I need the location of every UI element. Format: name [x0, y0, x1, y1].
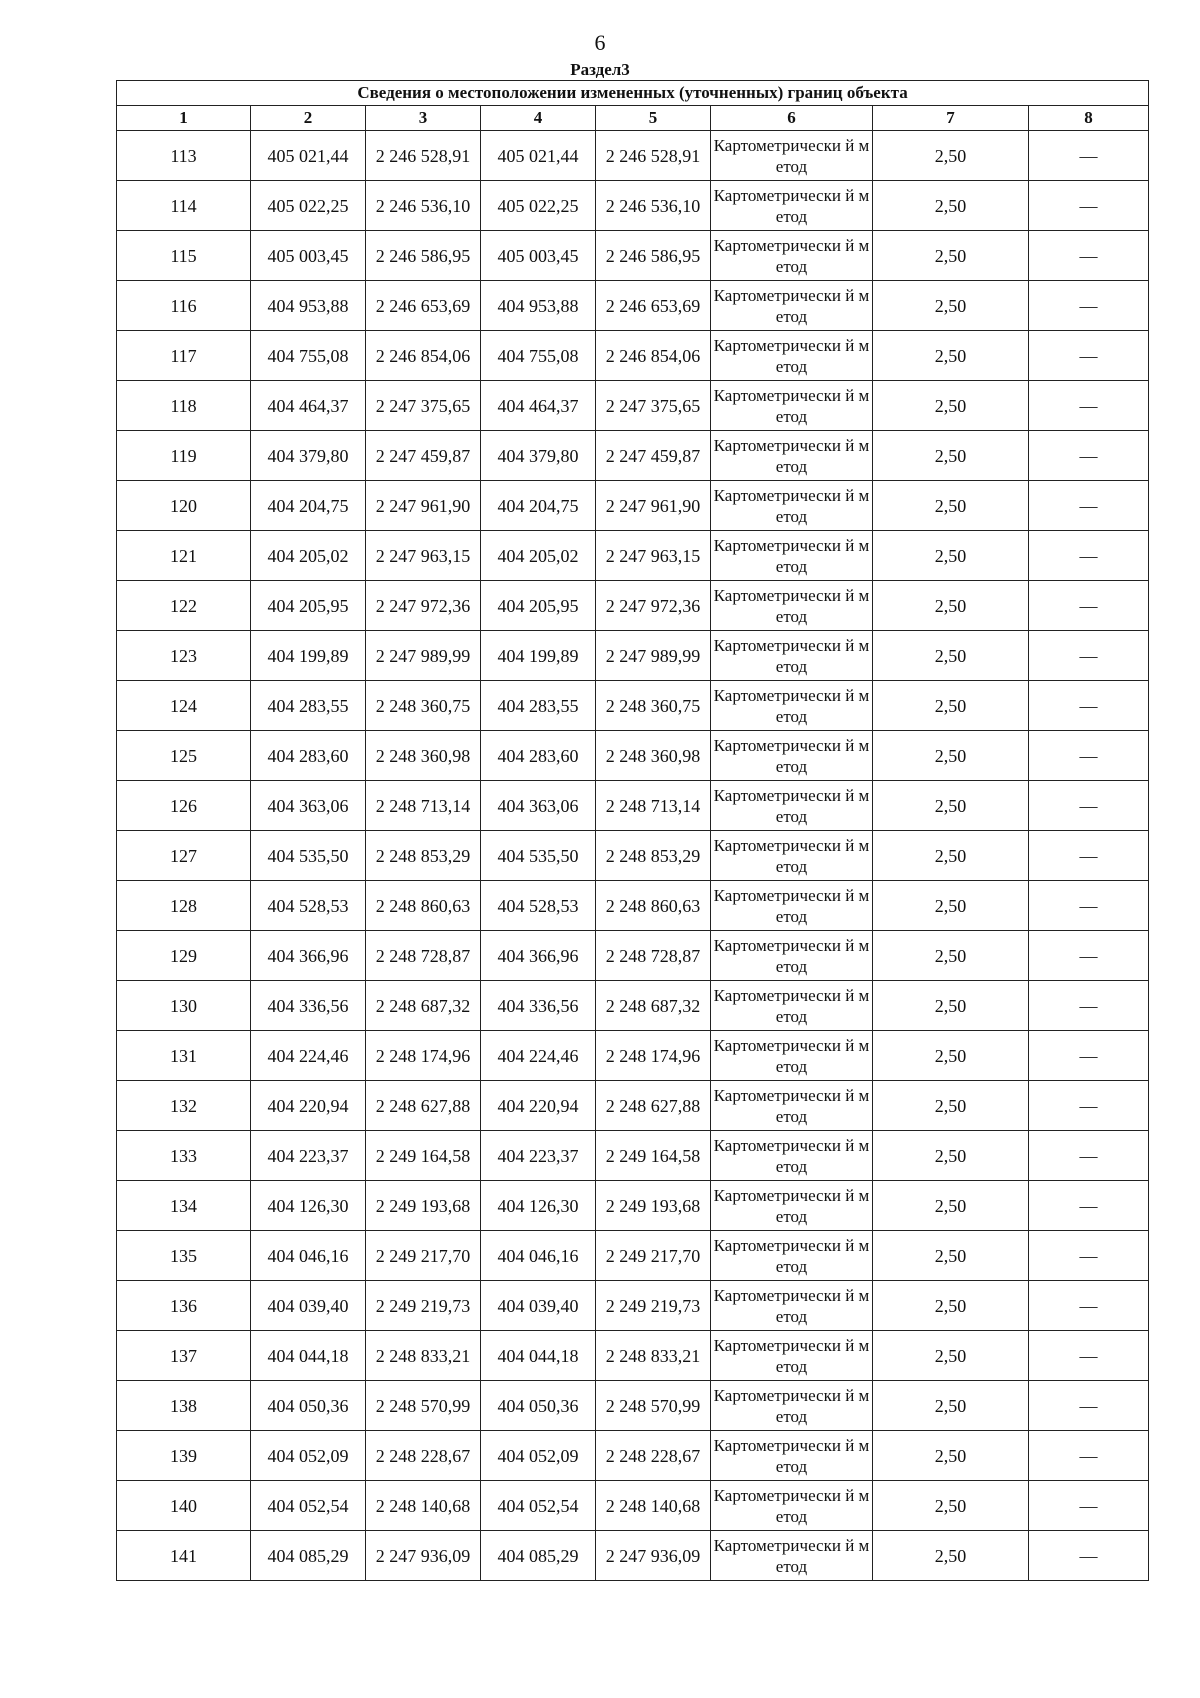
y-existing-cell: 2 248 860,63: [366, 881, 481, 931]
x-refined-cell: 404 379,80: [481, 431, 596, 481]
point-number-cell: 113: [117, 131, 251, 181]
table-row: [117, 381, 1149, 431]
point-number-cell: 135: [117, 1231, 251, 1281]
point-number-cell: 116: [117, 281, 251, 331]
point-number-cell: 130: [117, 981, 251, 1031]
x-refined-cell: 404 039,40: [481, 1281, 596, 1331]
method-cell: Картометрически й метод: [711, 731, 873, 781]
method-cell: Картометрически й метод: [711, 1531, 873, 1581]
x-existing-cell: 404 379,80: [251, 431, 366, 481]
table-row: [117, 931, 1149, 981]
column-header: 4: [481, 106, 596, 131]
x-refined-cell: 404 336,56: [481, 981, 596, 1031]
x-refined-cell: 405 021,44: [481, 131, 596, 181]
x-existing-cell: 404 336,56: [251, 981, 366, 1031]
method-cell: Картометрически й метод: [711, 831, 873, 881]
x-refined-cell: 404 220,94: [481, 1081, 596, 1131]
point-number-cell: 125: [117, 731, 251, 781]
y-existing-cell: 2 248 570,99: [366, 1381, 481, 1431]
table-row: [117, 531, 1149, 581]
table-row: [117, 1231, 1149, 1281]
y-refined-cell: 2 247 459,87: [596, 431, 711, 481]
section-title: Раздел3: [570, 60, 630, 79]
table-row: [117, 881, 1149, 931]
accuracy-cell: 2,50: [873, 631, 1029, 681]
x-existing-cell: 404 220,94: [251, 1081, 366, 1131]
x-refined-cell: 404 224,46: [481, 1031, 596, 1081]
x-refined-cell: 405 003,45: [481, 231, 596, 281]
x-existing-cell: 404 953,88: [251, 281, 366, 331]
x-refined-cell: 404 044,18: [481, 1331, 596, 1381]
x-existing-cell: 404 044,18: [251, 1331, 366, 1381]
y-refined-cell: 2 246 528,91: [596, 131, 711, 181]
page-number: 6: [594, 30, 606, 55]
method-cell: Картометрически й метод: [711, 631, 873, 681]
column-header: 5: [596, 106, 711, 131]
y-existing-cell: 2 248 174,96: [366, 1031, 481, 1081]
x-refined-cell: 404 528,53: [481, 881, 596, 931]
x-refined-cell: 404 205,95: [481, 581, 596, 631]
x-refined-cell: 404 283,55: [481, 681, 596, 731]
accuracy-cell: 2,50: [873, 1531, 1029, 1581]
table-row: [117, 1181, 1149, 1231]
y-refined-cell: 2 248 728,87: [596, 931, 711, 981]
y-refined-cell: 2 248 570,99: [596, 1381, 711, 1431]
table-row: [117, 131, 1149, 181]
point-number-cell: 136: [117, 1281, 251, 1331]
method-cell: Картометрически й метод: [711, 881, 873, 931]
y-refined-cell: 2 248 853,29: [596, 831, 711, 881]
point-number-cell: 134: [117, 1181, 251, 1231]
table-row: [117, 1131, 1149, 1181]
description-cell: —: [1029, 931, 1149, 981]
table-row: [117, 331, 1149, 381]
y-existing-cell: 2 247 459,87: [366, 431, 481, 481]
y-refined-cell: 2 248 687,32: [596, 981, 711, 1031]
y-existing-cell: 2 248 728,87: [366, 931, 481, 981]
y-refined-cell: 2 246 653,69: [596, 281, 711, 331]
accuracy-cell: 2,50: [873, 1281, 1029, 1331]
y-refined-cell: 2 249 164,58: [596, 1131, 711, 1181]
y-existing-cell: 2 247 936,09: [366, 1531, 481, 1581]
description-cell: —: [1029, 181, 1149, 231]
y-existing-cell: 2 246 528,91: [366, 131, 481, 181]
x-refined-cell: 404 046,16: [481, 1231, 596, 1281]
method-cell: Картометрически й метод: [711, 181, 873, 231]
y-refined-cell: 2 247 963,15: [596, 531, 711, 581]
point-number-cell: 122: [117, 581, 251, 631]
method-cell: Картометрически й метод: [711, 281, 873, 331]
method-cell: Картометрически й метод: [711, 1381, 873, 1431]
y-refined-cell: 2 246 586,95: [596, 231, 711, 281]
y-refined-cell: 2 246 536,10: [596, 181, 711, 231]
x-existing-cell: 404 464,37: [251, 381, 366, 431]
point-number-cell: 118: [117, 381, 251, 431]
point-number-cell: 119: [117, 431, 251, 481]
description-cell: —: [1029, 1381, 1149, 1431]
y-refined-cell: 2 248 140,68: [596, 1481, 711, 1531]
table-row: [117, 231, 1149, 281]
description-cell: —: [1029, 881, 1149, 931]
table-row: [117, 581, 1149, 631]
x-existing-cell: 404 126,30: [251, 1181, 366, 1231]
point-number-cell: 129: [117, 931, 251, 981]
x-refined-cell: 405 022,25: [481, 181, 596, 231]
y-refined-cell: 2 247 961,90: [596, 481, 711, 531]
point-number-cell: 123: [117, 631, 251, 681]
x-refined-cell: 404 535,50: [481, 831, 596, 881]
y-existing-cell: 2 247 375,65: [366, 381, 481, 431]
y-refined-cell: 2 248 360,75: [596, 681, 711, 731]
description-cell: —: [1029, 281, 1149, 331]
table-caption-row: [117, 81, 1149, 106]
x-existing-cell: 404 052,54: [251, 1481, 366, 1531]
x-existing-cell: 405 003,45: [251, 231, 366, 281]
table-row: [117, 831, 1149, 881]
x-refined-cell: 404 283,60: [481, 731, 596, 781]
description-cell: —: [1029, 381, 1149, 431]
table-header-row: [117, 106, 1149, 131]
method-cell: Картометрически й метод: [711, 431, 873, 481]
x-existing-cell: 404 363,06: [251, 781, 366, 831]
table-row: [117, 1381, 1149, 1431]
point-number-cell: 115: [117, 231, 251, 281]
x-refined-cell: 404 204,75: [481, 481, 596, 531]
point-number-cell: 132: [117, 1081, 251, 1131]
x-existing-cell: 404 085,29: [251, 1531, 366, 1581]
x-existing-cell: 404 755,08: [251, 331, 366, 381]
method-cell: Картометрически й метод: [711, 381, 873, 431]
table-row: [117, 1531, 1149, 1581]
column-header: 6: [711, 106, 873, 131]
table-row: [117, 681, 1149, 731]
point-number-cell: 133: [117, 1131, 251, 1181]
accuracy-cell: 2,50: [873, 1131, 1029, 1181]
description-cell: —: [1029, 1331, 1149, 1381]
table-row: [117, 781, 1149, 831]
point-number-cell: 114: [117, 181, 251, 231]
x-existing-cell: 404 046,16: [251, 1231, 366, 1281]
description-cell: —: [1029, 1481, 1149, 1531]
column-header: 3: [366, 106, 481, 131]
table-row: [117, 431, 1149, 481]
y-refined-cell: 2 248 860,63: [596, 881, 711, 931]
y-refined-cell: 2 248 360,98: [596, 731, 711, 781]
y-existing-cell: 2 247 963,15: [366, 531, 481, 581]
y-refined-cell: 2 248 228,67: [596, 1431, 711, 1481]
table-row: [117, 181, 1149, 231]
y-refined-cell: 2 246 854,06: [596, 331, 711, 381]
y-existing-cell: 2 247 989,99: [366, 631, 481, 681]
x-existing-cell: 404 224,46: [251, 1031, 366, 1081]
y-existing-cell: 2 248 140,68: [366, 1481, 481, 1531]
accuracy-cell: 2,50: [873, 981, 1029, 1031]
y-refined-cell: 2 248 713,14: [596, 781, 711, 831]
table-row: [117, 1081, 1149, 1131]
point-number-cell: 124: [117, 681, 251, 731]
accuracy-cell: 2,50: [873, 531, 1029, 581]
table-row: [117, 731, 1149, 781]
method-cell: Картометрически й метод: [711, 1081, 873, 1131]
y-refined-cell: 2 249 193,68: [596, 1181, 711, 1231]
x-refined-cell: 404 755,08: [481, 331, 596, 381]
x-refined-cell: 404 464,37: [481, 381, 596, 431]
accuracy-cell: 2,50: [873, 131, 1029, 181]
accuracy-cell: 2,50: [873, 381, 1029, 431]
method-cell: Картометрически й метод: [711, 1431, 873, 1481]
description-cell: —: [1029, 1131, 1149, 1181]
x-existing-cell: 404 205,02: [251, 531, 366, 581]
point-number-cell: 131: [117, 1031, 251, 1081]
accuracy-cell: 2,50: [873, 931, 1029, 981]
description-cell: —: [1029, 581, 1149, 631]
table-row: [117, 1481, 1149, 1531]
y-existing-cell: 2 247 961,90: [366, 481, 481, 531]
x-existing-cell: 404 535,50: [251, 831, 366, 881]
accuracy-cell: 2,50: [873, 181, 1029, 231]
method-cell: Картометрически й метод: [711, 1231, 873, 1281]
x-existing-cell: 405 021,44: [251, 131, 366, 181]
y-existing-cell: 2 249 193,68: [366, 1181, 481, 1231]
description-cell: —: [1029, 231, 1149, 281]
x-refined-cell: 404 223,37: [481, 1131, 596, 1181]
description-cell: —: [1029, 1531, 1149, 1581]
method-cell: Картометрически й метод: [711, 581, 873, 631]
accuracy-cell: 2,50: [873, 1031, 1029, 1081]
x-existing-cell: 404 283,55: [251, 681, 366, 731]
accuracy-cell: 2,50: [873, 1431, 1029, 1481]
y-existing-cell: 2 249 219,73: [366, 1281, 481, 1331]
accuracy-cell: 2,50: [873, 1331, 1029, 1381]
x-refined-cell: 404 052,54: [481, 1481, 596, 1531]
point-number-cell: 120: [117, 481, 251, 531]
accuracy-cell: 2,50: [873, 1381, 1029, 1431]
accuracy-cell: 2,50: [873, 1081, 1029, 1131]
table-caption: Сведения о местоположении измененных (уточненных) границ объекта: [117, 81, 1149, 106]
x-refined-cell: 404 050,36: [481, 1381, 596, 1431]
y-existing-cell: 2 248 853,29: [366, 831, 481, 881]
description-cell: —: [1029, 681, 1149, 731]
accuracy-cell: 2,50: [873, 481, 1029, 531]
y-existing-cell: 2 248 627,88: [366, 1081, 481, 1131]
accuracy-cell: 2,50: [873, 1231, 1029, 1281]
description-cell: —: [1029, 131, 1149, 181]
y-existing-cell: 2 248 687,32: [366, 981, 481, 1031]
table-row: [117, 631, 1149, 681]
table-row: [117, 1331, 1149, 1381]
accuracy-cell: 2,50: [873, 831, 1029, 881]
y-existing-cell: 2 249 217,70: [366, 1231, 481, 1281]
description-cell: —: [1029, 1181, 1149, 1231]
method-cell: Картометрически й метод: [711, 1331, 873, 1381]
y-existing-cell: 2 248 833,21: [366, 1331, 481, 1381]
table-row: [117, 281, 1149, 331]
method-cell: Картометрически й метод: [711, 131, 873, 181]
method-cell: Картометрически й метод: [711, 1031, 873, 1081]
x-refined-cell: 404 363,06: [481, 781, 596, 831]
method-cell: Картометрически й метод: [711, 681, 873, 731]
description-cell: —: [1029, 1231, 1149, 1281]
point-number-cell: 137: [117, 1331, 251, 1381]
y-existing-cell: 2 248 360,98: [366, 731, 481, 781]
point-number-cell: 139: [117, 1431, 251, 1481]
table-row: [117, 1031, 1149, 1081]
y-refined-cell: 2 247 936,09: [596, 1531, 711, 1581]
description-cell: —: [1029, 1281, 1149, 1331]
x-refined-cell: 404 052,09: [481, 1431, 596, 1481]
method-cell: Картометрически й метод: [711, 1131, 873, 1181]
point-number-cell: 138: [117, 1381, 251, 1431]
accuracy-cell: 2,50: [873, 881, 1029, 931]
x-existing-cell: 404 039,40: [251, 1281, 366, 1331]
y-existing-cell: 2 249 164,58: [366, 1131, 481, 1181]
y-refined-cell: 2 247 972,36: [596, 581, 711, 631]
table-body: [117, 131, 1149, 1581]
description-cell: —: [1029, 981, 1149, 1031]
point-number-cell: 128: [117, 881, 251, 931]
description-cell: —: [1029, 781, 1149, 831]
x-existing-cell: 404 528,53: [251, 881, 366, 931]
description-cell: —: [1029, 831, 1149, 881]
x-existing-cell: 404 052,09: [251, 1431, 366, 1481]
description-cell: —: [1029, 631, 1149, 681]
method-cell: Картометрически й метод: [711, 1481, 873, 1531]
x-refined-cell: 404 199,89: [481, 631, 596, 681]
x-existing-cell: 404 204,75: [251, 481, 366, 531]
method-cell: Картометрически й метод: [711, 1281, 873, 1331]
y-refined-cell: 2 249 217,70: [596, 1231, 711, 1281]
method-cell: Картометрически й метод: [711, 231, 873, 281]
y-refined-cell: 2 247 989,99: [596, 631, 711, 681]
table-row: [117, 1431, 1149, 1481]
x-existing-cell: 405 022,25: [251, 181, 366, 231]
table-row: [117, 981, 1149, 1031]
y-existing-cell: 2 248 713,14: [366, 781, 481, 831]
x-refined-cell: 404 085,29: [481, 1531, 596, 1581]
y-refined-cell: 2 248 627,88: [596, 1081, 711, 1131]
y-refined-cell: 2 248 833,21: [596, 1331, 711, 1381]
table-row: [117, 481, 1149, 531]
method-cell: Картометрически й метод: [711, 481, 873, 531]
description-cell: —: [1029, 481, 1149, 531]
x-existing-cell: 404 223,37: [251, 1131, 366, 1181]
method-cell: Картометрически й метод: [711, 931, 873, 981]
x-existing-cell: 404 050,36: [251, 1381, 366, 1431]
point-number-cell: 121: [117, 531, 251, 581]
description-cell: —: [1029, 1081, 1149, 1131]
x-existing-cell: 404 199,89: [251, 631, 366, 681]
method-cell: Картометрически й метод: [711, 781, 873, 831]
table-row: [117, 1281, 1149, 1331]
method-cell: Картометрически й метод: [711, 1181, 873, 1231]
accuracy-cell: 2,50: [873, 431, 1029, 481]
y-refined-cell: 2 249 219,73: [596, 1281, 711, 1331]
column-header: 1: [117, 106, 251, 131]
point-number-cell: 141: [117, 1531, 251, 1581]
accuracy-cell: 2,50: [873, 231, 1029, 281]
y-refined-cell: 2 247 375,65: [596, 381, 711, 431]
x-refined-cell: 404 126,30: [481, 1181, 596, 1231]
description-cell: —: [1029, 431, 1149, 481]
y-existing-cell: 2 246 536,10: [366, 181, 481, 231]
point-number-cell: 117: [117, 331, 251, 381]
method-cell: Картометрически й метод: [711, 531, 873, 581]
y-existing-cell: 2 246 653,69: [366, 281, 481, 331]
x-existing-cell: 404 366,96: [251, 931, 366, 981]
x-refined-cell: 404 366,96: [481, 931, 596, 981]
description-cell: —: [1029, 731, 1149, 781]
column-header: 7: [873, 106, 1029, 131]
boundary-coordinates-table: [116, 80, 1149, 1581]
y-existing-cell: 2 246 586,95: [366, 231, 481, 281]
y-existing-cell: 2 247 972,36: [366, 581, 481, 631]
accuracy-cell: 2,50: [873, 681, 1029, 731]
accuracy-cell: 2,50: [873, 331, 1029, 381]
column-header: 8: [1029, 106, 1149, 131]
method-cell: Картометрически й метод: [711, 331, 873, 381]
accuracy-cell: 2,50: [873, 1181, 1029, 1231]
description-cell: —: [1029, 531, 1149, 581]
x-existing-cell: 404 283,60: [251, 731, 366, 781]
point-number-cell: 126: [117, 781, 251, 831]
description-cell: —: [1029, 1031, 1149, 1081]
y-existing-cell: 2 246 854,06: [366, 331, 481, 381]
y-existing-cell: 2 248 360,75: [366, 681, 481, 731]
accuracy-cell: 2,50: [873, 1481, 1029, 1531]
description-cell: —: [1029, 331, 1149, 381]
column-header: 2: [251, 106, 366, 131]
method-cell: Картометрически й метод: [711, 981, 873, 1031]
y-existing-cell: 2 248 228,67: [366, 1431, 481, 1481]
accuracy-cell: 2,50: [873, 281, 1029, 331]
point-number-cell: 127: [117, 831, 251, 881]
x-existing-cell: 404 205,95: [251, 581, 366, 631]
y-refined-cell: 2 248 174,96: [596, 1031, 711, 1081]
description-cell: —: [1029, 1431, 1149, 1481]
accuracy-cell: 2,50: [873, 731, 1029, 781]
point-number-cell: 140: [117, 1481, 251, 1531]
accuracy-cell: 2,50: [873, 781, 1029, 831]
accuracy-cell: 2,50: [873, 581, 1029, 631]
x-refined-cell: 404 953,88: [481, 281, 596, 331]
x-refined-cell: 404 205,02: [481, 531, 596, 581]
